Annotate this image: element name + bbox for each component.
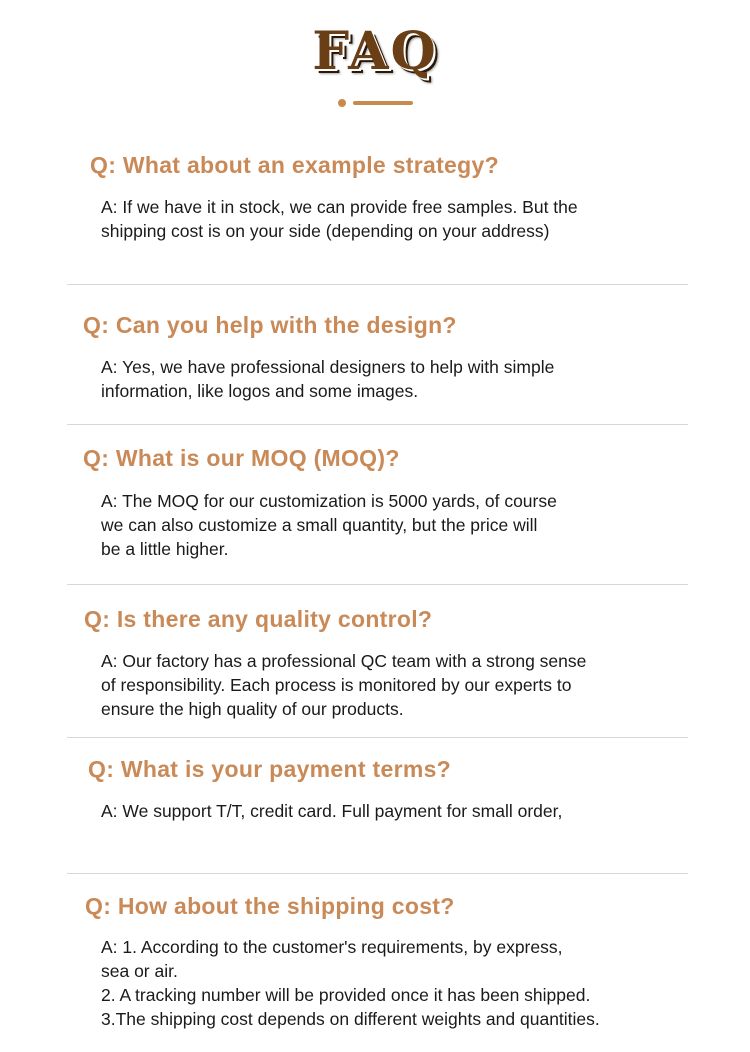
- faq-divider-4: [67, 737, 688, 738]
- faq-answer-3: A: The MOQ for our customization is 5000 yards, of course we can also customize a small quantity, but the price will be a little higher.: [101, 491, 557, 559]
- faq-answer-4: A: Our factory has a professional QC team with a strong sense of responsibility. Each process is monitored by our experts to ensure the high quality of our products.: [101, 651, 587, 719]
- faq-question-3: Q: What is our MOQ (MOQ)?: [83, 445, 400, 471]
- faq-question-4: Q: Is there any quality control?: [84, 606, 433, 632]
- faq-question-6: Q: How about the shipping cost?: [85, 893, 455, 919]
- faq-answer-1: A: If we have it in stock, we can provide free samples. But the shipping cost is on your side (depending on your address): [101, 197, 578, 241]
- faq-divider-2: [67, 424, 688, 425]
- faq-answer-6: A: 1. According to the customer's requirements, by express, sea or air. 2. A tracking number will be provided once it has been shipped. 3.The shipping cost depends on different weights and quantities.: [101, 937, 600, 1029]
- faq-answer-5: A: We support T/T, credit card. Full payment for small order,: [101, 801, 563, 821]
- page-title: FAQ: [312, 21, 438, 82]
- faq-question-2: Q: Can you help with the design?: [83, 312, 457, 338]
- decoration-line: [353, 101, 413, 105]
- faq-divider-3: [67, 584, 688, 585]
- faq-question-5: Q: What is your payment terms?: [88, 756, 452, 782]
- decoration-dot: [338, 99, 346, 107]
- faq-divider-5: [67, 873, 688, 874]
- faq-question-1: Q: What about an example strategy?: [90, 152, 499, 178]
- faq-answer-2: A: Yes, we have professional designers to help with simple information, like logos and some images.: [101, 357, 555, 401]
- title-decoration: [0, 98, 750, 108]
- faq-divider-1: [67, 284, 688, 285]
